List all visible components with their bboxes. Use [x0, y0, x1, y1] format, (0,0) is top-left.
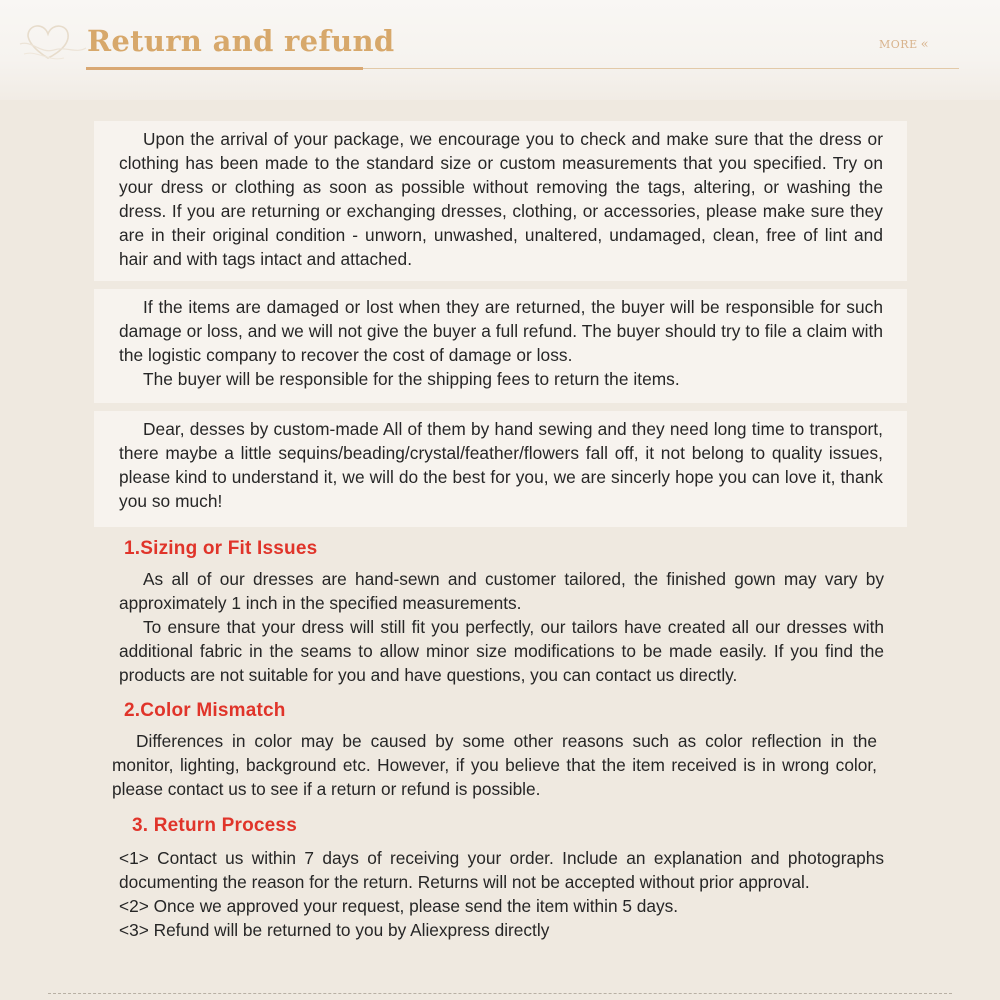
notice-paragraph: The buyer will be responsible for the shipping fees to return the items.	[143, 369, 680, 389]
notice-paragraph: If the items are damaged or lost when they are returned, the buyer will be responsible for such damage or loss, and we will not give the buyer a full refund. The buyer should try to file a claim with the logistic company to recover the cost of damage or loss.	[119, 297, 883, 365]
page-header	[0, 0, 1000, 100]
notice-box-custom-made	[94, 411, 907, 527]
section-heading-color: 2.Color Mismatch	[124, 700, 286, 721]
section-heading-sizing: 1.Sizing or Fit Issues	[124, 538, 318, 559]
section-body-sizing	[119, 567, 884, 687]
section-paragraph: As all of our dresses are hand-sewn and customer tailored, the finished gown may vary by approximately 1 inch in the specified measurements.	[119, 569, 884, 613]
title-underline	[86, 67, 363, 70]
notice-paragraph: Dear, desses by custom-made All of them by hand sewing and they need long time to transport, there maybe a little sequins/beading/crystal/feather/flowers fall off, it not belong to quality issues, please kind to understand it, we will do the best for you, we are sincerly hope you can love it, thank you so much!	[119, 419, 883, 511]
heart-ribbon-icon	[18, 14, 88, 70]
process-step: <3> Refund will be returned to you by Aliexpress directly	[119, 920, 550, 940]
double-chevron-left-icon: «	[920, 37, 930, 52]
more-link[interactable]	[879, 37, 929, 52]
section-heading-return-process: 3. Return Process	[132, 815, 297, 836]
more-label: MORE	[879, 38, 918, 51]
page-title: Return and refund	[87, 24, 395, 58]
process-step: <1> Contact us within 7 days of receiving your order. Include an explanation and photographs documenting the reason for the return. Returns will not be accepted without prior approval.	[119, 848, 884, 892]
section-paragraph: To ensure that your dress will still fit you perfectly, our tailors have created all our dresses with additional fabric in the seams to allow minor size modifications to be made easily. If you find the products are not suitable for you and have questions, you can contact us directly.	[119, 617, 884, 685]
notice-paragraph: Upon the arrival of your package, we encourage you to check and make sure that the dress or clothing has been made to the standard size or custom measurements that you specified. Try on your dress or clothing as soon as possible without removing the tags, altering, or washing the dress. If you are returning or exchanging dresses, clothing, or accessories, please make sure they are in their original condition - unworn, unwashed, unaltered, undamaged, clean, free of lint and hair and with tags intact and attached.	[119, 129, 883, 269]
footer-dashed-divider	[48, 993, 952, 994]
section-body-color	[112, 729, 877, 801]
section-paragraph: Differences in color may be caused by some other reasons such as color reflection in the monitor, lighting, background etc. However, if you believe that the item received is in wrong color, please contact us to see if a return or refund is possible.	[112, 731, 877, 799]
section-body-return-process	[119, 846, 884, 942]
header-divider	[363, 68, 959, 69]
notice-box-inspection	[94, 121, 907, 281]
process-step: <2> Once we approved your request, please send the item within 5 days.	[119, 896, 679, 916]
notice-box-damage	[94, 289, 907, 403]
